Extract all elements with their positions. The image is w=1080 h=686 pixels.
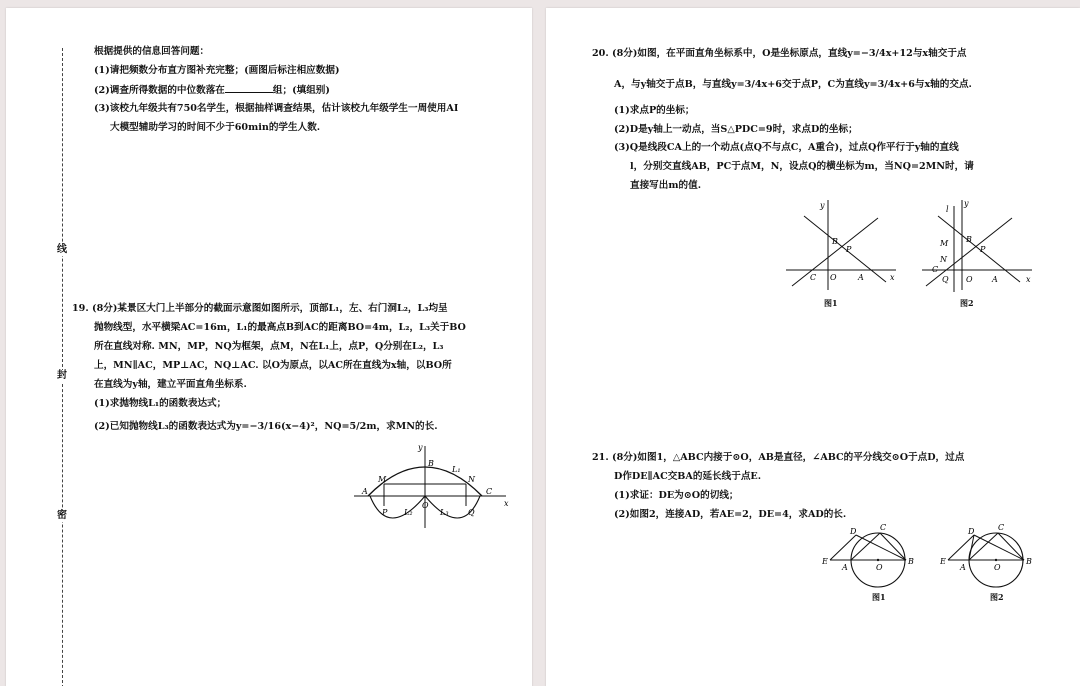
- fig-label: E: [940, 557, 946, 566]
- q19-line5: 在直线为y轴，建立平面直角坐标系.: [94, 379, 247, 390]
- gate-label: C: [486, 487, 493, 496]
- q18-part1: (1)请把频数分布直方图补充完整；(画图后标注相应数据): [94, 65, 340, 76]
- q21-fig1-caption: 图1: [872, 592, 886, 602]
- fig-label: x: [890, 273, 895, 282]
- fig-label: y: [964, 199, 969, 208]
- gate-label: x: [504, 499, 509, 508]
- fig-label: D: [850, 527, 857, 536]
- fig-label: l: [946, 205, 949, 214]
- q20-figure-2: [918, 194, 1036, 294]
- q19-line2: 抛物线型，水平横梁AC=16m，L₁的最高点B到AC的距离BO=4m，L₂，L₃关于BO: [94, 322, 466, 333]
- q18-part3-line2: 大模型辅助学习的时间不少于60min的学生人数.: [110, 122, 321, 133]
- fig-label: B: [1026, 557, 1032, 566]
- gate-label: A: [362, 487, 368, 496]
- fig-label: y: [820, 201, 825, 210]
- q20-part3-line3: 直接写出m的值.: [630, 180, 702, 191]
- fig-label: C: [932, 265, 939, 274]
- fig-label: O: [966, 275, 973, 284]
- fig-label: A: [960, 563, 966, 572]
- gate-label: N: [468, 475, 475, 484]
- fig-label: A: [858, 273, 864, 282]
- q21-part2: (2)如图2，连接AD，若AE=2，DE=4，求AD的长.: [614, 509, 847, 520]
- q20-line2: A，与y轴交于点B，与直线y=3/4x+6交于点P，C为直线y=3/4x+6与x轴的交点.: [614, 79, 972, 90]
- q20-part2: (2)D是y轴上一动点，当S△PDC=9时，求点D的坐标；: [614, 124, 858, 135]
- q19-line4: 上，MN∥AC，MP⊥AC，NQ⊥AC. 以O为原点，以AC所在直线为x轴，以BO所: [94, 360, 452, 371]
- fig-label: O: [830, 273, 837, 282]
- fig-label: B: [908, 557, 914, 566]
- answer-blank: [225, 83, 273, 93]
- q20-line1: 20. (8分)如图，在平面直角坐标系中，O是坐标原点，直线y=−3/4x+12与x轴交于点: [592, 48, 967, 59]
- q18-intro: 根据提供的信息回答问题：: [94, 46, 210, 57]
- binding-dashed-line: [62, 48, 63, 686]
- fig-label: B: [966, 235, 972, 244]
- q20-part3-line1: (3)Q是线段CA上的一个动点(点Q不与点C，A重合)，过点Q作平行于y轴的直线: [614, 142, 959, 153]
- q20-fig2-caption: 图2: [960, 298, 974, 308]
- binding-label-mi: 密: [57, 510, 67, 521]
- q20-part1: (1)求点P的坐标；: [614, 105, 695, 116]
- fig-label: Q: [942, 275, 949, 284]
- q19-part1: (1)求抛物线L₁的函数表达式；: [94, 398, 227, 409]
- fig-label: B: [832, 237, 838, 246]
- gate-label: L₃: [440, 508, 449, 517]
- q21-line2: D作DE∥AC交BA的延长线于点E.: [614, 471, 762, 482]
- fig-label: P: [980, 245, 986, 254]
- q20-part3-line2: l，分别交直线AB，PC于点M，N，设点Q的横坐标为m，当NQ=2MN时，请: [630, 161, 974, 172]
- fig-label: O: [876, 563, 883, 572]
- fig-label: D: [968, 527, 975, 536]
- fig-label: C: [810, 273, 817, 282]
- q18-part2: (2)调查所得数据的中位数落在 组；(填组别): [94, 85, 330, 96]
- binding-label-feng: 封: [57, 370, 67, 381]
- gate-figure: [348, 440, 512, 530]
- binding-label-xian: 线: [57, 244, 67, 255]
- fig-label: O: [994, 563, 1001, 572]
- q20-figure-1: [782, 194, 900, 294]
- fig-label: P: [846, 245, 852, 254]
- fig-label: M: [940, 239, 949, 248]
- fig-label: A: [992, 275, 998, 284]
- fig-label: C: [998, 523, 1005, 532]
- fig-label: E: [822, 557, 828, 566]
- fig-label: N: [940, 255, 947, 264]
- q19-line1: 19. (8分)某景区大门上半部分的截面示意图如图所示，顶部L₁，左、右门洞L₂，L₃均呈: [72, 303, 448, 314]
- gate-label: Q: [468, 508, 475, 517]
- gate-label: M: [378, 475, 387, 484]
- q21-part1: (1)求证：DE为⊙O的切线；: [614, 490, 739, 501]
- gate-label: y: [418, 443, 423, 452]
- gate-label: O: [422, 501, 429, 510]
- q19-line3: 所在直线对称. MN，MP，NQ为框架，点M，N在L₁上，点P，Q分别在L₂，L₃: [94, 341, 444, 352]
- fig-label: A: [842, 563, 848, 572]
- gate-label: B: [428, 459, 434, 468]
- q21-figure-1: [822, 520, 916, 590]
- gate-label: L₂: [404, 508, 413, 517]
- q19-part2: (2)已知抛物线L₃的函数表达式为y=−3/16(x−4)²，NQ=5/2m，求MN的长.: [94, 421, 438, 432]
- gate-label: P: [382, 508, 388, 517]
- q18-part3-line1: (3)该校九年级共有750名学生，根据抽样调查结果，估计该校九年级学生一周使用AI: [94, 103, 459, 114]
- gate-label: L₁: [452, 465, 461, 474]
- right-page: [546, 8, 1080, 686]
- left-page: [6, 8, 532, 686]
- fig-label: C: [880, 523, 887, 532]
- q21-line1: 21. (8分)如图1，△ABC内接于⊙O，AB是直径，∠ABC的平分线交⊙O于点D，过点: [592, 452, 965, 463]
- q20-fig1-caption: 图1: [824, 298, 838, 308]
- q21-fig2-caption: 图2: [990, 592, 1004, 602]
- fig-label: x: [1026, 275, 1031, 284]
- q21-figure-2: [940, 520, 1034, 590]
